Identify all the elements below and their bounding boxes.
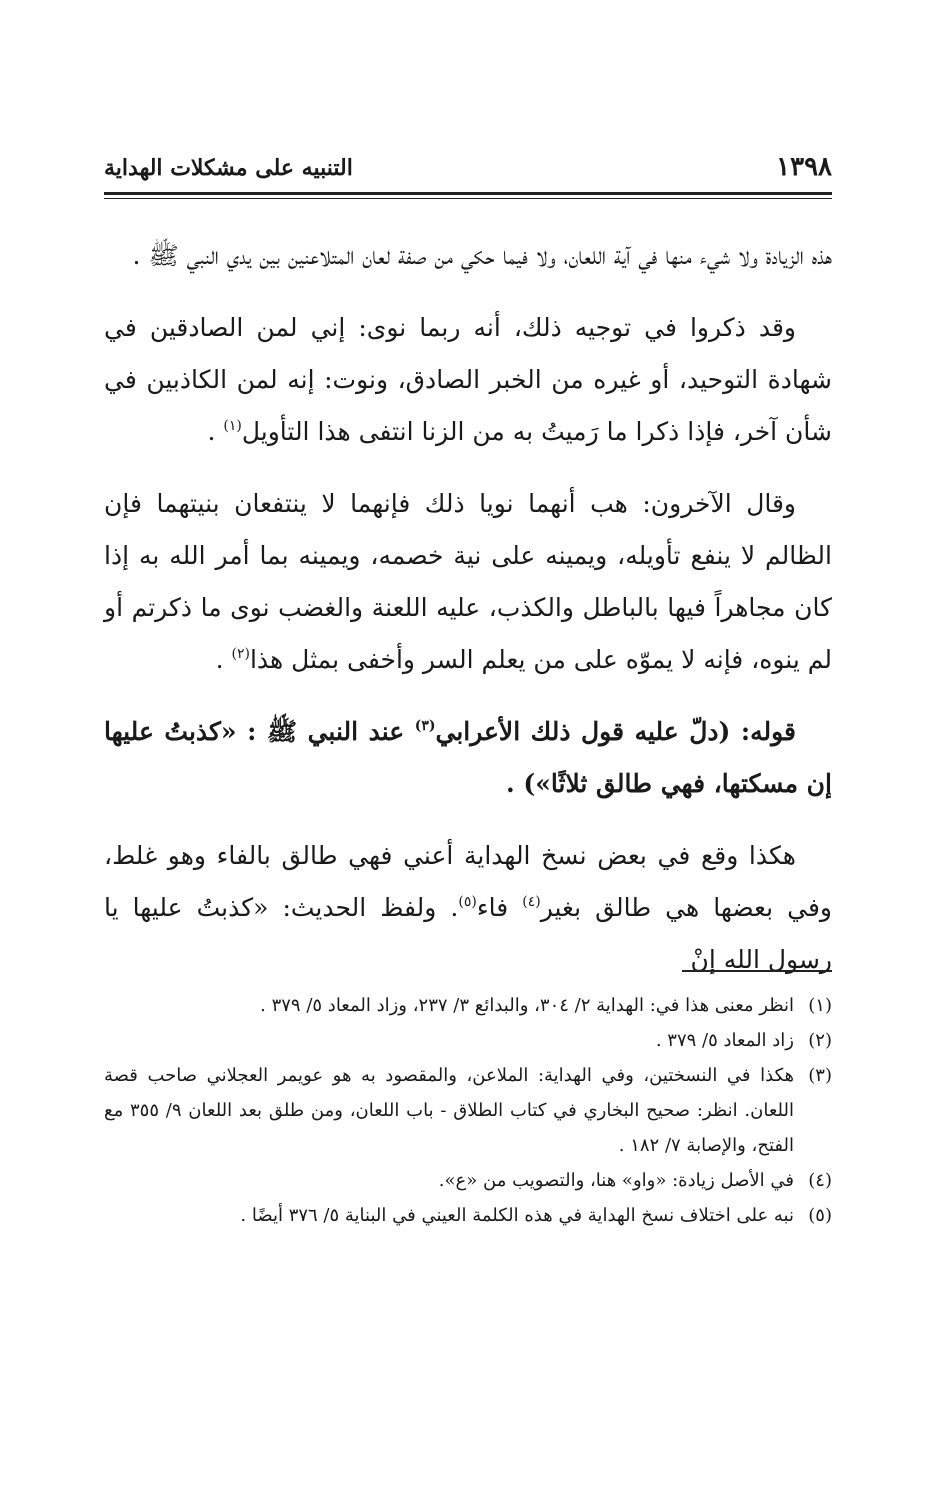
footnote-5 [104,1198,832,1233]
header-rule-thin [104,198,832,199]
footnote-text: هكذا في النسختين، وفي الهداية: الملاعن، والمقصود به هو عويمر العجلاني صاحب قصة اللعان. انظر: صحيح البخاري في كتاب الطلاق - باب اللعان، ومن طلق بعد اللعان ٩/ ٣٥٥ مع الفتح، والإصابة ٧/ ١٨٢ . [104,1065,794,1156]
footnote-1 [104,988,832,1023]
quoted-statement-part-a: قوله: (دلّ عليه قول ذلك الأعرابي [435,717,797,746]
footnote-number: (٥) [808,1205,832,1226]
header-rule-thick [104,192,832,195]
paragraph-2 [104,302,832,458]
footnote-separator [682,970,832,972]
quoted-statement-part-b: عند النبي ﷺ : «كذبتُ عليها إن مسكتها، فهي طالق ثلاثًا») . [104,717,832,798]
paragraph-5-part-a: هكذا وقع في بعض نسخ الهداية أعني فهي طالق بالفاء وهو غلط، وفي بعضها هي طالق بغير [104,841,832,922]
footnote-2 [104,1023,832,1058]
paragraph-2-text: وقد ذكروا في توجيه ذلك، أنه ربما نوى: إني لمن الصادقين في شهادة التوحيد، أو غيره من الخبر الصادق، ونوت: إنه لمن الكاذبين في شأن آخر، فإذا ذكرا ما رَميتُ به من الزنا انتفى هذا التأويل [104,313,832,446]
running-title: التنبيه على مشكلات الهداية [104,155,353,181]
paragraph-1 [104,230,832,282]
paragraph-3 [104,478,832,686]
paragraph-3-end: . [215,645,232,674]
footnote-marker-3: (٣) [414,718,436,734]
quoted-statement [104,706,832,810]
footnote-number: (٢) [808,1030,832,1051]
paragraph-3-text: وقال الآخرون: هب أنهما نويا ذلك فإنهما لا ينتفعان بنيتهما فإن الظالم لا ينفع تأويله، ويمينه على نية خصمه، ويمينه بما أمر الله به إذا كان مجاهراً فيها بالباطل والكذب، عليه اللعنة والغضب نوى ما ذكرتم أو لم ينوه، فإنه لا يموّه على من يعلم السر وأخفى بمثل هذا [104,489,832,674]
page-number: ١٣٩٨ [776,152,832,182]
paragraph-1-text: هذه الزيادة ولا شيء منها في آية اللعان، ولا فيما حكي من صفة لعان المتلاعنين بين يدي النبي ﷺ . [132,241,832,270]
footnote-marker-5: (٥) [458,894,477,910]
footnote-text: نبه على اختلاف نسخ الهداية في هذه الكلمة العيني في البناية ٥/ ٣٧٦ أيضًا . [240,1205,794,1226]
paragraph-5 [104,830,832,986]
footnote-text: في الأصل زيادة: «واو» هنا، والتصويب من «ع». [438,1170,794,1191]
paragraph-2-end: . [207,417,224,446]
footnote-marker-1: (١) [223,418,242,434]
footnote-number: (٣) [808,1065,832,1086]
footnote-number: (٤) [808,1170,832,1191]
footnote-marker-2: (٢) [231,646,250,662]
page-header [104,152,832,192]
footnotes [104,988,832,1233]
footnote-4 [104,1163,832,1198]
paragraph-5-part-b: فاء [476,893,523,922]
footnote-3 [104,1058,832,1163]
footnote-number: (١) [808,995,832,1016]
footnote-text: زاد المعاد ٥/ ٣٧٩ . [655,1030,794,1051]
main-text [104,230,832,1006]
footnote-marker-4: (٤) [522,894,541,910]
footnote-text: انظر معنى هذا في: الهداية ٢/ ٣٠٤، والبدائع ٣/ ٢٣٧، وزاد المعاد ٥/ ٣٧٩ . [260,995,794,1016]
paragraph-5-part-c: . ولفظ الحديث: «كذبتُ عليها يا رسول الله إنْ [104,893,832,974]
